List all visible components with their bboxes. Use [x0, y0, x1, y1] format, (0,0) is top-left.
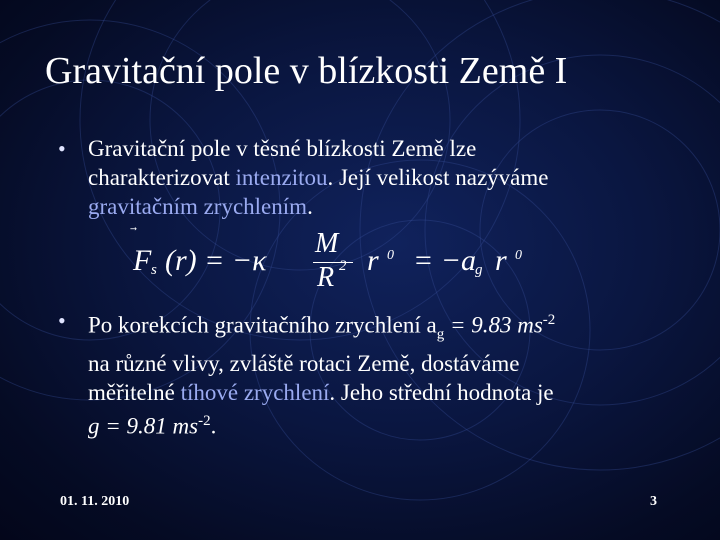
bullet1-line3 [88, 192, 678, 221]
bullet-text [88, 306, 678, 441]
formula-den-sup: 2 [339, 258, 347, 274]
bullet-dot: • [58, 136, 66, 161]
bullet2-line3 [88, 378, 678, 407]
text-span: charakterizovat [88, 165, 236, 190]
formula-denominator: R [317, 262, 335, 293]
formula-lhs-arg: (r) = −κ [165, 244, 267, 277]
bullet-intensity [58, 134, 678, 221]
text-span: . [210, 413, 217, 439]
footer-date: 01. 11. 2010 [60, 494, 130, 509]
text-span: . [307, 194, 313, 219]
formula-rhs-sub: g [475, 262, 483, 278]
highlight-gravitacni-zrychleni: gravitačním zrychlením [88, 194, 308, 219]
formula-lhs: F [133, 244, 152, 277]
formula-numerator: M [315, 228, 339, 259]
gravity-formula [125, 228, 595, 293]
formula-rhs-r: r [495, 244, 507, 277]
bullet2-line4 [88, 407, 678, 441]
bullet-text [88, 134, 678, 221]
bullet1-line2 [88, 163, 678, 192]
value-italic: = 9.83 ms [444, 312, 543, 338]
text-span: měřitelné [88, 380, 181, 406]
bullet2-line1 [88, 306, 678, 349]
page-number: 3 [650, 494, 657, 509]
text-span: . Jeho střední hodnota je [329, 380, 554, 406]
highlight-tihove-zrychleni: tíhové zrychlení [180, 380, 330, 406]
formula-r: r [367, 244, 379, 277]
bullet1-line1: Gravitační pole v těsné blízkosti Země lze [88, 136, 477, 161]
bullet-dot: • [58, 308, 66, 333]
slide-title: Gravitační pole v blízkosti Země I [45, 50, 568, 92]
formula-rhs-r-sub: 0 [515, 248, 522, 263]
formula-rhs: = −a [413, 244, 476, 277]
subscript: g [436, 326, 445, 343]
bullet-correction [58, 306, 678, 441]
formula-r-sub: 0 [387, 248, 394, 263]
formula-lhs-sub: s [151, 262, 157, 278]
superscript: -2 [542, 312, 556, 328]
value-italic: g = 9.81 ms [88, 413, 199, 439]
bullet2-line2: na různé vlivy, zvláště rotaci Země, dostáváme [88, 351, 520, 377]
superscript: -2 [198, 413, 211, 430]
highlight-intenzitou: intenzitou [235, 165, 328, 190]
text-span: Po korekcích gravitačního zrychlení a [88, 312, 437, 338]
text-span: . Její velikost nazýváme [327, 165, 549, 190]
